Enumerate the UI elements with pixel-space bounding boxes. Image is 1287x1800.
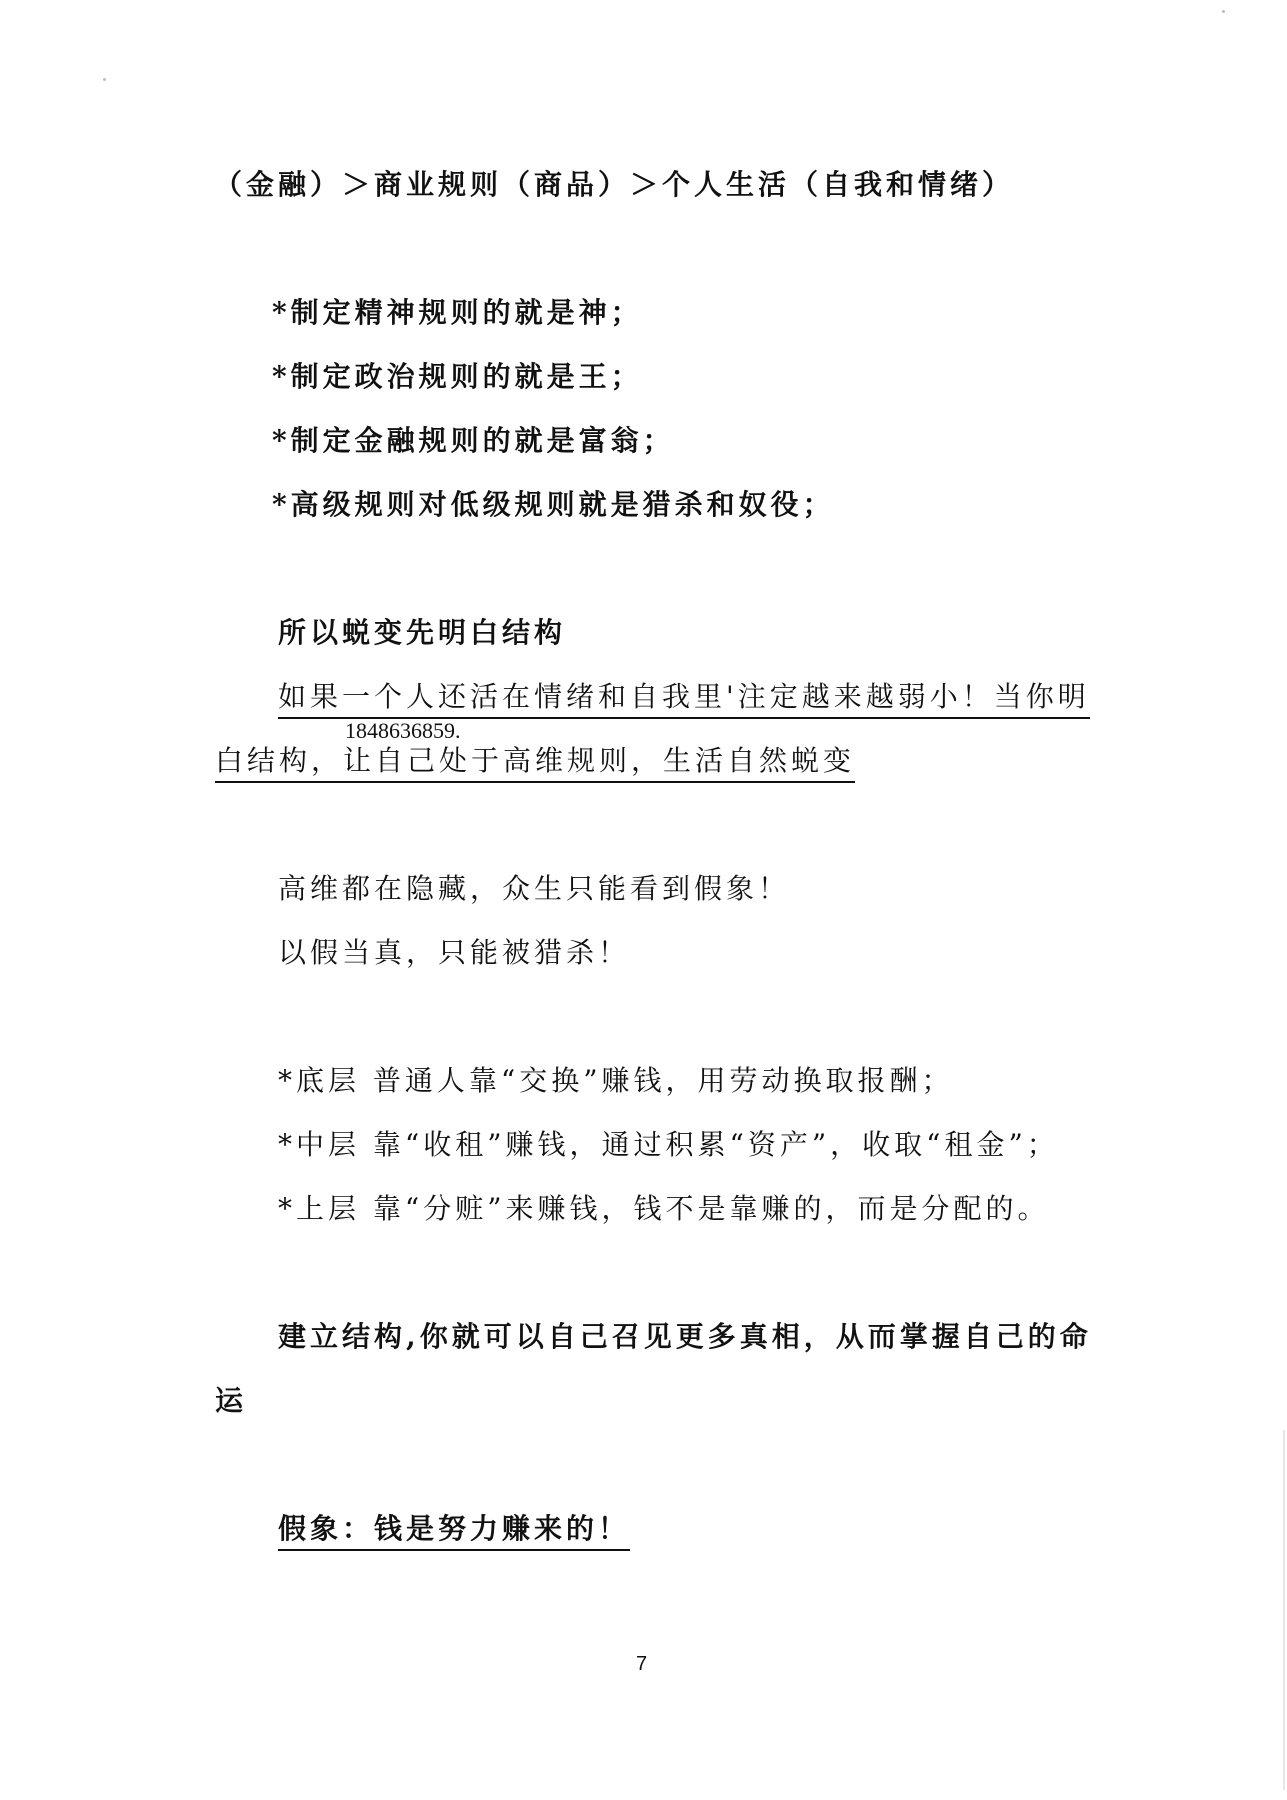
structure-heading: 所以蜕变先明白结构: [278, 616, 567, 649]
handwritten-note: 1848636859.: [345, 718, 461, 743]
page-number: 7: [636, 1653, 648, 1675]
class-line-top: *上层 靠“分赃”来赚钱，钱不是靠赚的，而是分配的。: [278, 1192, 1050, 1225]
scan-speck: [103, 78, 106, 81]
class-line-bottom: *底层 普通人靠“交换”赚钱，用劳动换取报酬；: [278, 1064, 954, 1097]
conclusion-line: 运: [215, 1384, 248, 1417]
scan-speck: [1222, 10, 1225, 13]
rule-line-hunting: *高级规则对低级规则就是猎杀和奴役；: [272, 488, 835, 521]
scan-edge-shadow: [1283, 1430, 1285, 1790]
class-line-middle: *中层 靠“收租”赚钱，通过积累“资产”，收取“租金”；: [278, 1128, 1059, 1161]
paragraph-line: 以假当真，只能被猎杀！: [278, 936, 631, 969]
hierarchy-heading: （金融）＞商业规则（商品）＞个人生活（自我和情绪）: [214, 168, 1015, 201]
conclusion-line: 建立结构,你就可以自己召见更多真相，从而掌握自己的命: [278, 1320, 1092, 1353]
paragraph-line: 白结构，让自己处于高维规则，生活自然蜕变: [215, 743, 855, 783]
rule-line-spirit: *制定精神规则的就是神；: [272, 296, 643, 329]
paragraph-line: 如果一个人还活在情绪和自我里'注定越来越弱小！当你明: [278, 679, 1090, 719]
rule-line-finance: *制定金融规则的就是富翁；: [272, 424, 675, 457]
paragraph-line: 高维都在隐藏，众生只能看到假象！: [278, 872, 791, 905]
rule-line-politics: *制定政治规则的就是王；: [272, 360, 643, 393]
illusion-line: 假象：钱是努力赚来的！: [278, 1511, 630, 1551]
